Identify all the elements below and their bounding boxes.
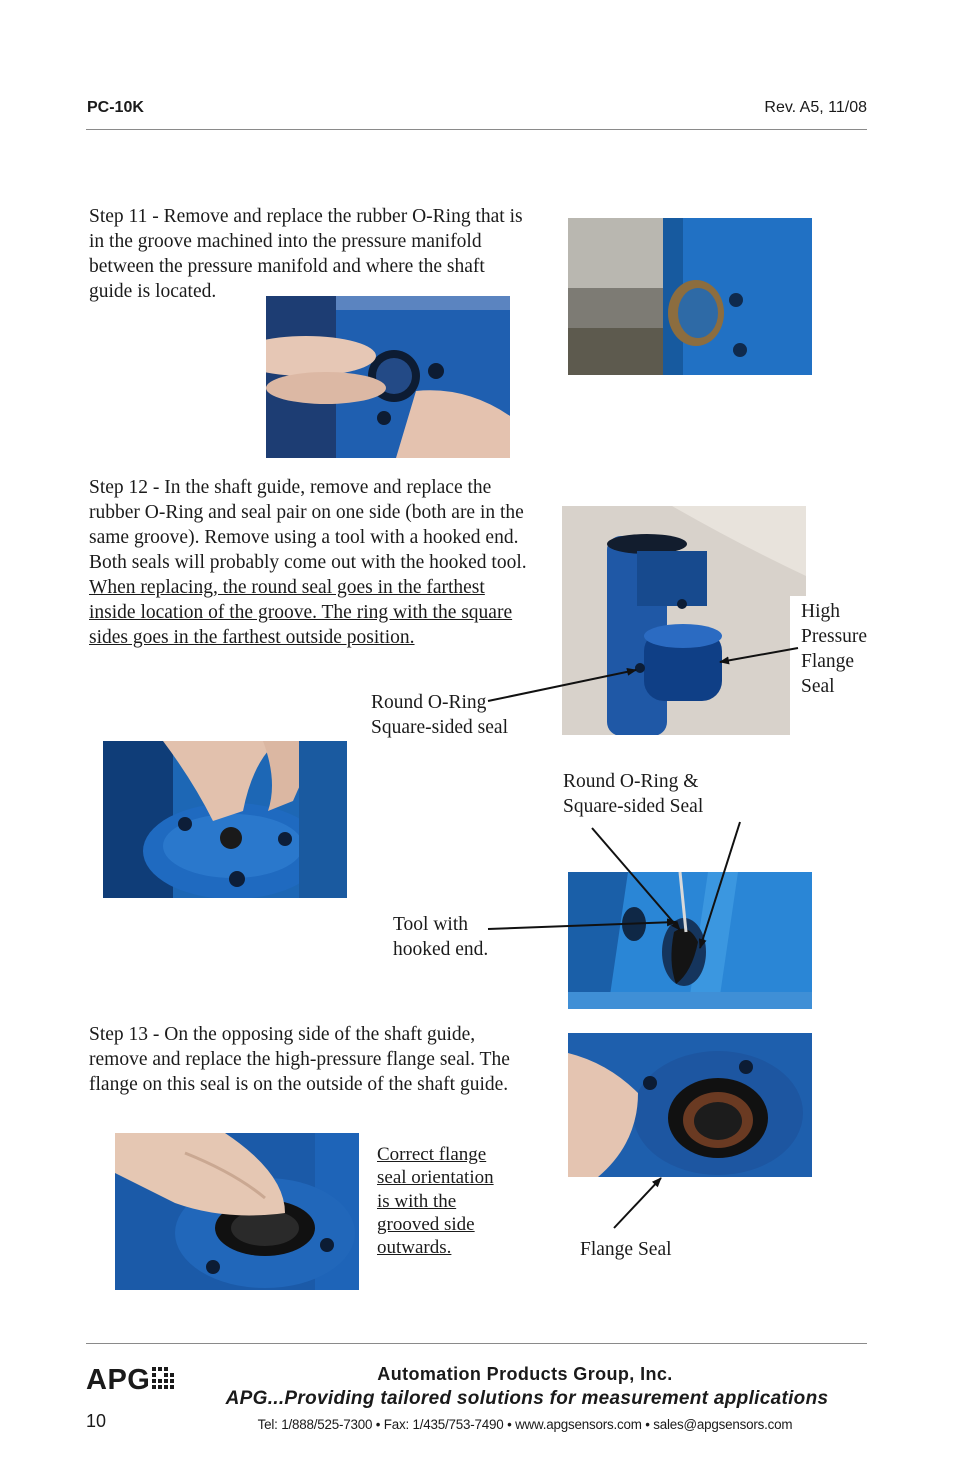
document-id: PC-10K — [87, 99, 144, 116]
flange-orientation-note: Correct flange seal orientation is with the grooved side outwards. — [377, 1144, 494, 1259]
step-11-text: Step 11 - Remove and replace the rubber O-Ring that is in the groove machined into the pressure manifold between the pressure manifold and where the shaft guide is located. — [89, 206, 523, 302]
revision-label: Rev. A5, 11/08 — [764, 99, 867, 116]
arrow-square-seal — [700, 822, 740, 948]
label-high-pressure-flange-seal: High Pressure Flange Seal — [801, 601, 868, 697]
label-tool-hooked-end: Tool with hooked end. — [393, 914, 489, 960]
label-round-oring-and-square-seal: Round O-Ring & Square-sided Seal — [563, 771, 704, 817]
arrow-round-oring-2 — [592, 828, 680, 930]
step-12-text: Step 12 - In the shaft guide, remove and replace the rubber O-Ring and seal pair on one side (both are in the same groove). Remove using a tool with a hooked end. Both seals will probably come out with the hooked tool. When replacing, the round seal goes in the farthest inside location of the groove. The ring with the square sides goes in the farthest outside position. — [89, 477, 527, 648]
label-flange-seal: Flange Seal — [580, 1239, 672, 1260]
step-13-text: Step 13 - On the opposing side of the shaft guide, remove and replace the high-pressure flange seal. The flange on this seal is on the outside of the shaft guide. — [89, 1024, 510, 1095]
label-round-oring-square-seal: Round O-Ring Square-sided seal — [371, 692, 508, 738]
company-tagline: APG...Providing tailored solutions for measurement applications — [225, 1388, 829, 1409]
apg-logo: APG — [86, 1364, 178, 1399]
arrow-tool — [488, 922, 676, 929]
contact-info: Tel: 1/888/525-7300 • Fax: 1/435/753-7490 • www.apgsensors.com • sales@apgsensors.com — [257, 1417, 793, 1432]
arrow-flange-seal — [614, 1178, 661, 1228]
arrow-round-oring — [488, 670, 636, 701]
logo-dots-icon — [152, 1366, 178, 1399]
footer-rule — [86, 1343, 867, 1344]
arrow-high-pressure-flange — [720, 648, 798, 662]
page-number: 10 — [86, 1411, 107, 1431]
company-name: Automation Products Group, Inc. — [377, 1364, 673, 1384]
